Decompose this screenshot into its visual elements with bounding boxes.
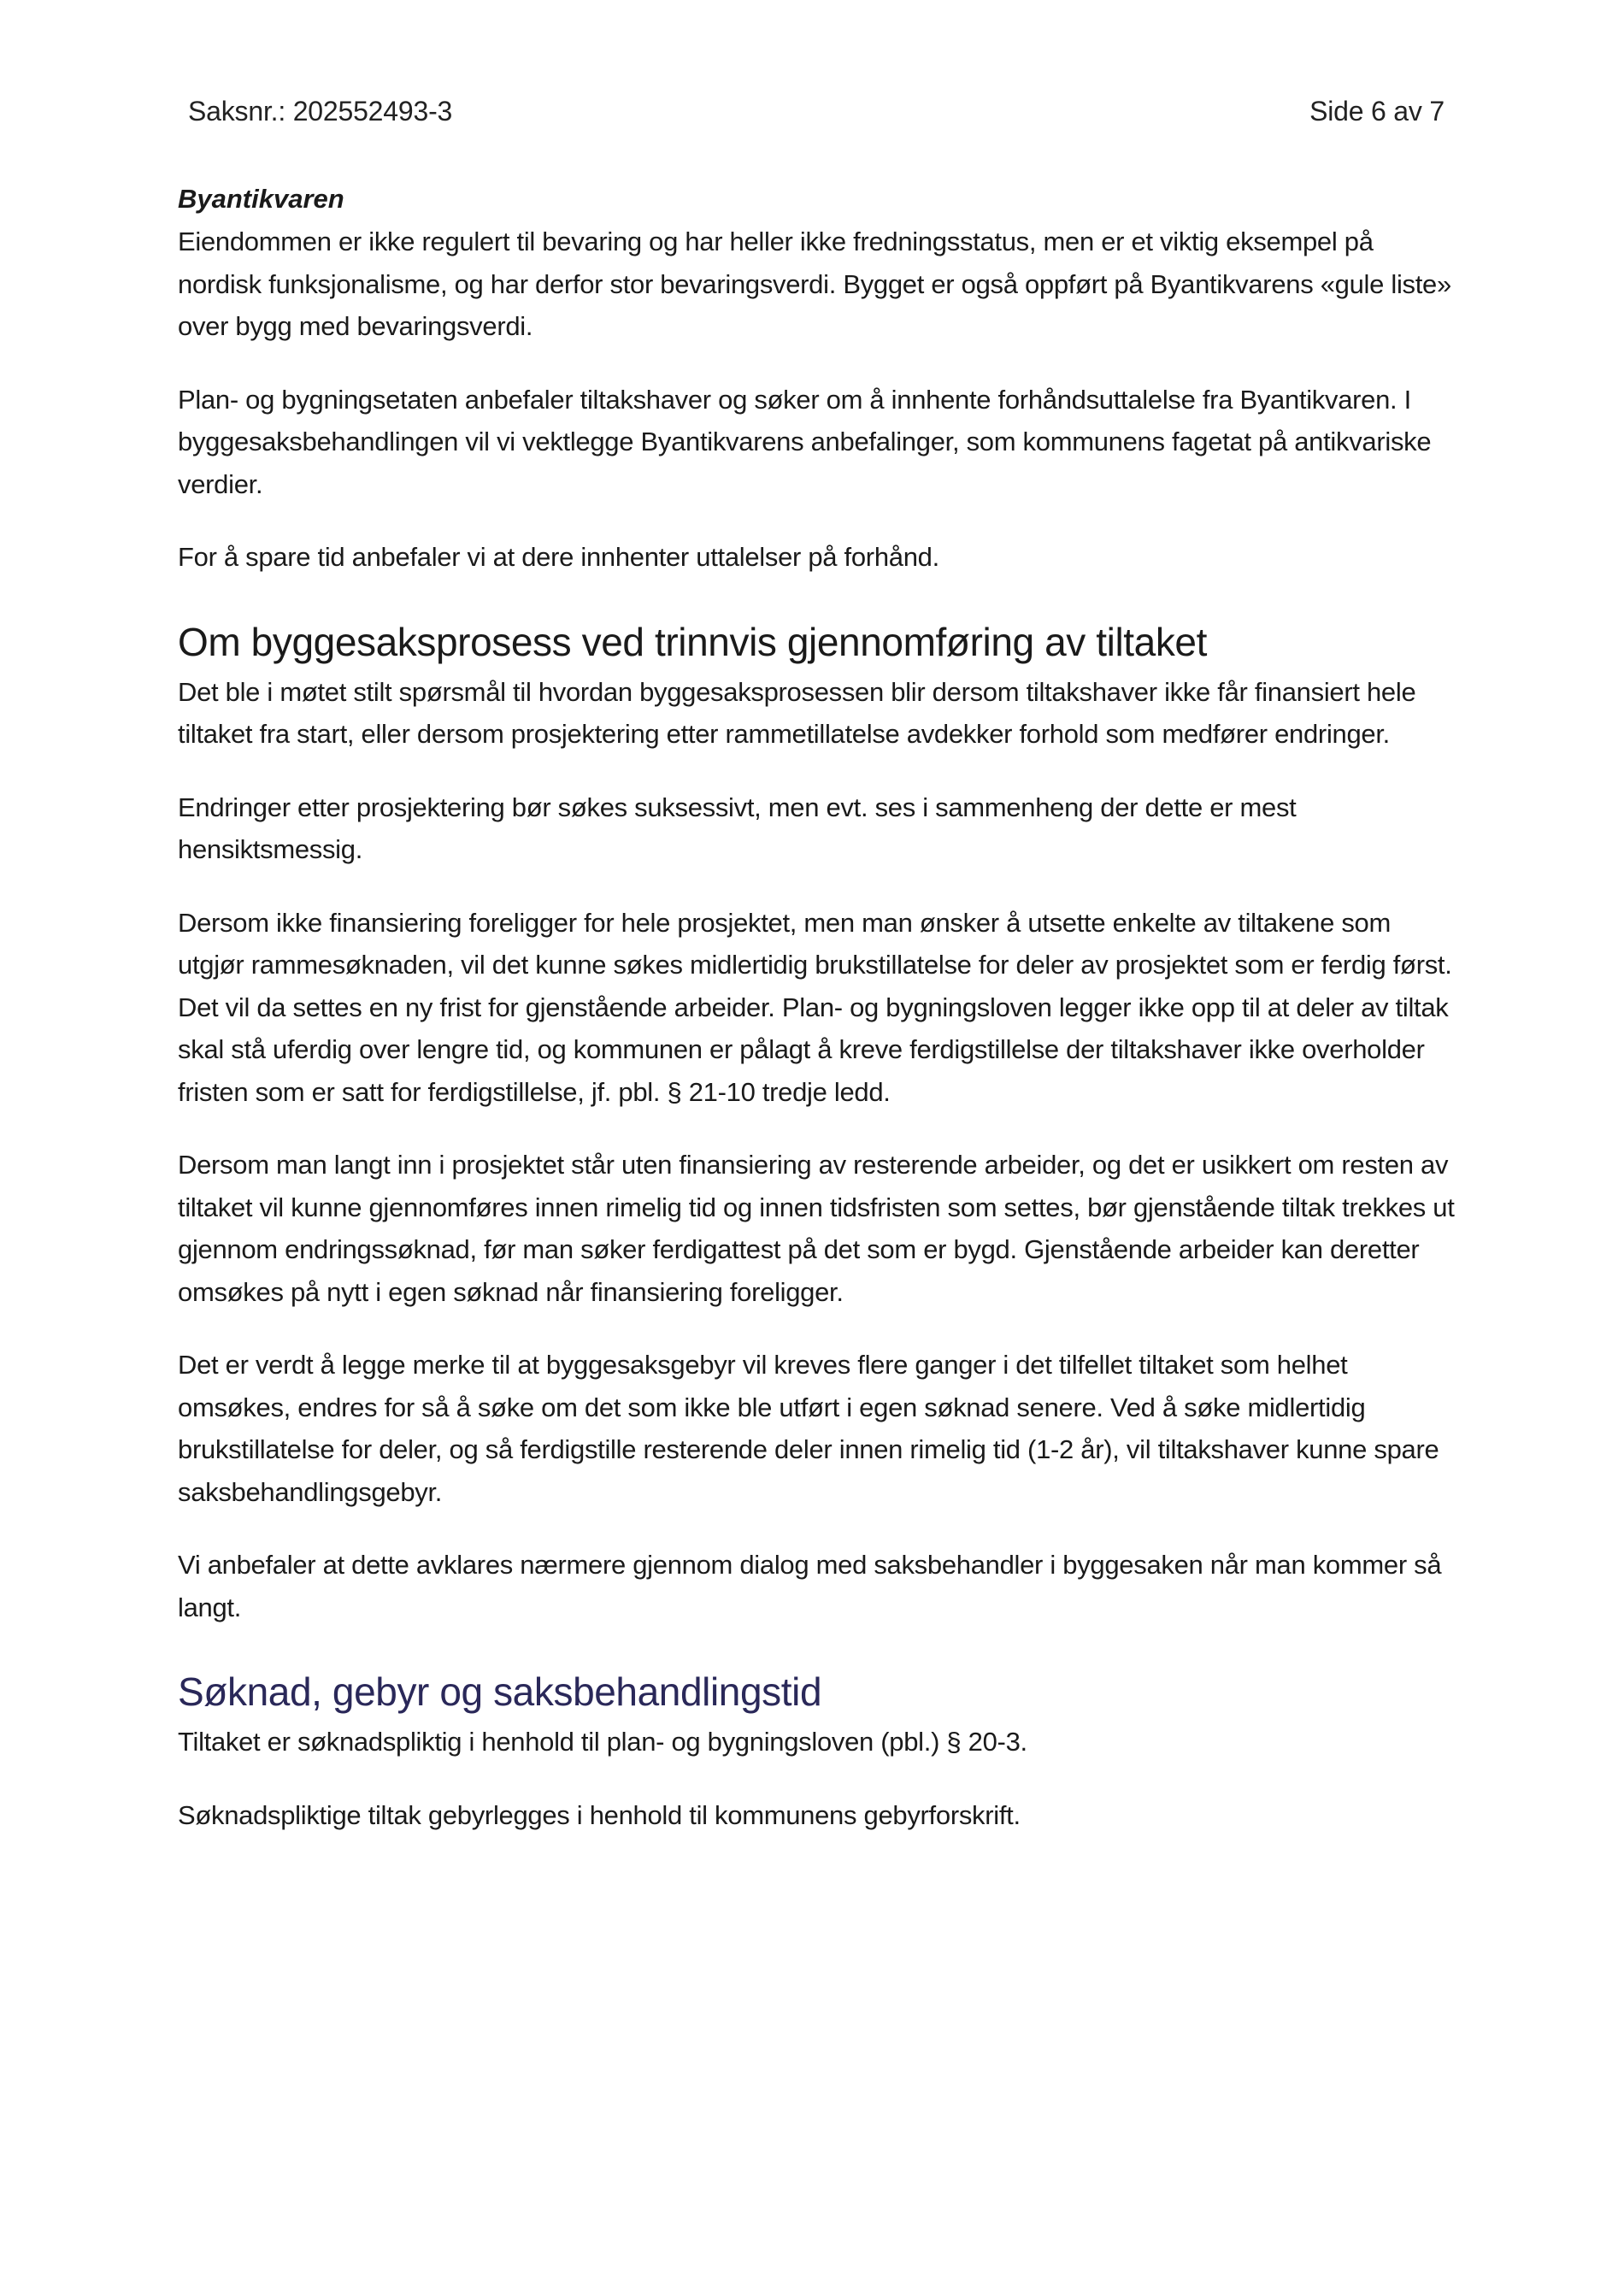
document-body [178, 178, 1460, 1867]
paragraph: Eiendommen er ikke regulert til bevaring og har heller ikke fredningsstatus, men er et viktig eksempel på nordisk funksjonalisme, og har derfor stor bevaringsverdi. Bygget er også oppført på Byantikvarens «gule liste» over bygg med bevaringsverdi. [178, 227, 1451, 341]
paragraph: Endringer etter prosjektering bør søkes suksessivt, men evt. ses i sammenheng der dette er mest hensiktsmessig. [178, 792, 1297, 864]
paragraph: Dersom man langt inn i prosjektet står uten finansiering av resterende arbeider, og det er usikkert om resten av tiltaket vil kunne gjennomføres innen rimelig tid og innen tidsfristen som settes, bør gjenstående tiltak trekkes ut gjennom endringssøknad, før man søker ferdigattest på det som er bygd. Gjenstående arbeider kan deretter omsøkes på nytt i egen søknad når finansiering foreligger. [178, 1150, 1455, 1307]
paragraph: Plan- og bygningsetaten anbefaler tiltakshaver og søker om å innhente forhåndsuttalelse fra Byantikvaren. I byggesaksbehandlingen vil vi vektlegge Byantikvarens anbefalinger, som kommunens fagetat på antikvariske verdier. [178, 384, 1432, 499]
section-soknad-gebyr [178, 1666, 1460, 1836]
paragraph: Det ble i møtet stilt spørsmål til hvordan byggesaksprosessen blir dersom tiltakshaver ikke får finansiert hele tiltaket fra start, eller dersom prosjektering etter rammetillatelse avdekker forhold som medfører endringer. [178, 676, 1416, 749]
subheading-byantikvaren: Byantikvaren [178, 184, 344, 214]
page-header [188, 96, 1445, 127]
paragraph: Søknadspliktige tiltak gebyrlegges i henhold til kommunens gebyrforskrift. [178, 1799, 1021, 1830]
case-number: Saksnr.: 202552493-3 [188, 96, 453, 127]
page-indicator: Side 6 av 7 [1309, 96, 1445, 127]
heading-byggesaksprosess: Om byggesaksprosess ved trinnvis gjennomføring av tiltaket [178, 619, 1207, 664]
section-byggesaksprosess [178, 616, 1460, 1629]
paragraph: Tiltaket er søknadspliktig i henhold til plan- og bygningsloven (pbl.) § 20-3. [178, 1727, 1027, 1757]
heading-soknad-gebyr: Søknad, gebyr og saksbehandlingstid [178, 1669, 822, 1714]
paragraph: Vi anbefaler at dette avklares nærmere gjennom dialog med saksbehandler i byggesaken når man kommer så langt. [178, 1550, 1442, 1622]
paragraph: For å spare tid anbefaler vi at dere innhenter uttalelser på forhånd. [178, 542, 939, 572]
paragraph: Dersom ikke finansiering foreligger for hele prosjektet, men man ønsker å utsette enkelte av tiltakene som utgjør rammesøknaden, vil det kunne søkes midlertidig brukstillatelse for deler av prosjektet som er ferdig først. Det vil da settes en ny frist for gjenstående arbeider. Plan- og bygningsloven legger ikke opp til at deler av tiltak skal stå uferdig over lengre tid, og kommunen er pålagt å kreve ferdigstillelse der tiltakshaver ikke overholder fristen som er satt for ferdigstillelse, jf. pbl. § 21-10 tredje ledd. [178, 907, 1452, 1107]
paragraph: Det er verdt å legge merke til at byggesaksgebyr vil kreves flere ganger i det tilfellet tiltaket som helhet omsøkes, endres for så å søke om det som ikke ble utført i egen søknad senere. Ved å søke midlertidig brukstillatelse for deler, og så ferdigstille resterende deler innen rimelig tid (1-2 år), vil tiltakshaver kunne spare saksbehandlingsgebyr. [178, 1350, 1439, 1507]
section-byantikvaren [178, 178, 1460, 579]
